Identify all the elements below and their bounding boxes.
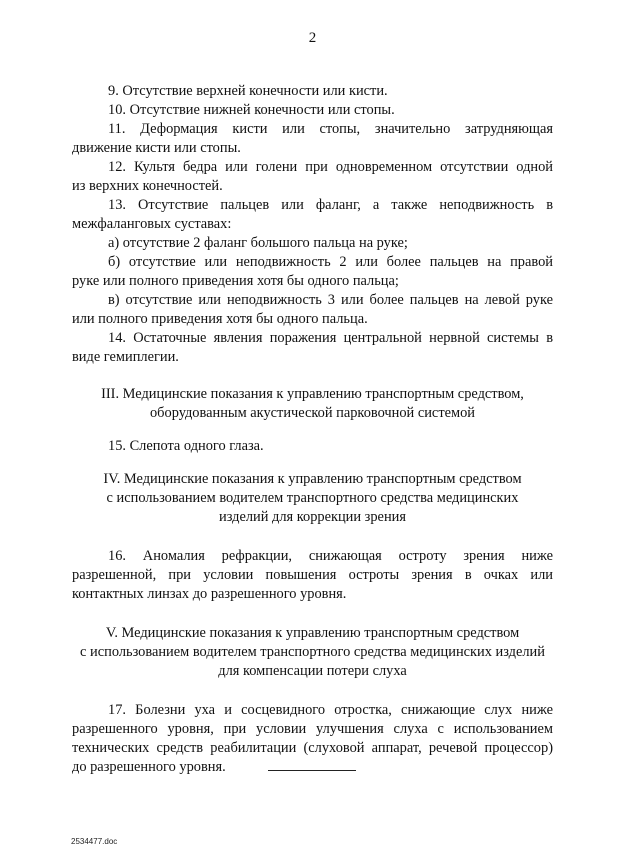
list-item-16 xyxy=(72,547,553,604)
list-item-10 xyxy=(72,101,553,120)
text-line: в) отсутствие или неподвижность 3 или более пальцев на левой руке xyxy=(108,292,553,308)
text-line: 16. Аномалия рефракции, снижающая остроту зрения ниже xyxy=(108,548,553,564)
section-heading-3 xyxy=(72,385,553,423)
text-line: движение кисти или стопы. xyxy=(72,140,241,156)
heading-line: изделий для коррекции зрения xyxy=(219,509,406,525)
section-heading-4 xyxy=(72,470,553,527)
heading-line: с использованием водителем транспортного средства медицинских xyxy=(106,490,519,506)
text-line: разрешенной, при условии повышения остроты зрения в очках или xyxy=(72,567,553,583)
text-line: б) отсутствие или неподвижность 2 или более пальцев на правой xyxy=(108,254,553,270)
list-item-17 xyxy=(72,701,553,777)
text-line: руке или полного приведения хотя бы одного пальца; xyxy=(72,273,399,289)
heading-line: IV. Медицинские показания к управлению транспортным средством xyxy=(103,471,522,487)
text-line: 15. Слепота одного глаза. xyxy=(108,438,264,454)
sub-item-v xyxy=(72,291,553,329)
heading-line: III. Медицинские показания к управлению транспортным средством, xyxy=(101,386,524,402)
end-divider xyxy=(268,770,356,771)
text-line: 12. Культя бедра или голени при одновременном отсутствии одной xyxy=(108,159,553,175)
list-item-15 xyxy=(72,437,553,456)
text-line: технических средств реабилитации (слуховой аппарат, речевой процессор) xyxy=(72,740,553,756)
text-line: разрешенного уровня, при условии улучшения слуха с использованием xyxy=(72,721,553,737)
section-heading-5 xyxy=(72,624,553,681)
text-line: или полного приведения хотя бы одного пальца. xyxy=(72,311,368,327)
text-line: 11. Деформация кисти или стопы, значительно затрудняющая xyxy=(108,121,553,137)
sub-item-b xyxy=(72,253,553,291)
text-line: межфаланговых суставах: xyxy=(72,216,232,232)
text-line: 9. Отсутствие верхней конечности или кисти. xyxy=(108,83,388,99)
page-number: 2 xyxy=(308,30,317,46)
text-line: из верхних конечностей. xyxy=(72,178,223,194)
sub-item-a xyxy=(72,234,553,253)
text-line: до разрешенного уровня. xyxy=(72,759,226,775)
text-line: 14. Остаточные явления поражения центральной нервной системы в xyxy=(108,330,553,346)
text-line: виде гемиплегии. xyxy=(72,349,179,365)
list-item-14 xyxy=(72,329,553,367)
heading-line: для компенсации потери слуха xyxy=(218,663,407,679)
heading-line: оборудованным акустической парковочной системой xyxy=(149,405,475,421)
text-line: 13. Отсутствие пальцев или фаланг, а также неподвижность в xyxy=(108,197,553,213)
text-line: 10. Отсутствие нижней конечности или стопы. xyxy=(108,102,395,118)
heading-line: с использованием водителем транспортного средства медицинских изделий xyxy=(80,644,545,660)
text-line: контактных линзах до разрешенного уровня. xyxy=(72,586,347,602)
file-name-footer: 2534477.doc xyxy=(71,837,118,846)
list-item-13 xyxy=(72,196,553,234)
list-item-9 xyxy=(72,82,553,101)
list-item-12 xyxy=(72,158,553,196)
heading-line: V. Медицинские показания к управлению транспортным средством xyxy=(105,625,520,641)
text-line: а) отсутствие 2 фаланг большого пальца на руке; xyxy=(108,235,408,251)
list-item-11 xyxy=(72,120,553,158)
document-body xyxy=(72,82,553,777)
text-line: 17. Болезни уха и сосцевидного отростка, снижающие слух ниже xyxy=(108,702,553,718)
